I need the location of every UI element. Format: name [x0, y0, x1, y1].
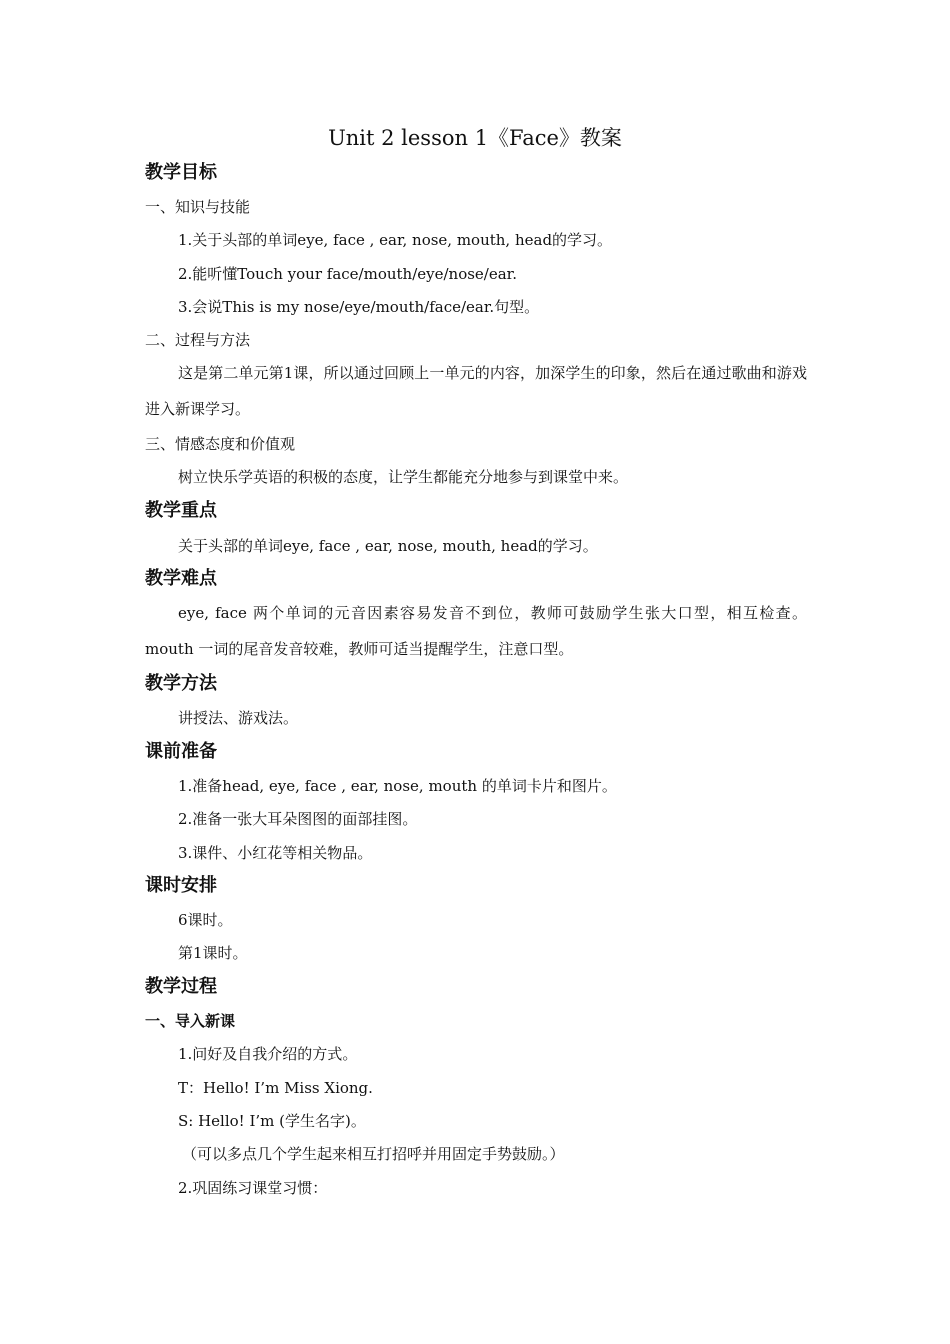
subheading-introduction: 一、导入新课 — [145, 1012, 236, 1030]
process-item-1: 1.问好及自我介绍的方式。 — [178, 1045, 358, 1063]
schedule-item-1: 6课时。 — [178, 911, 233, 929]
subheading-knowledge-skills: 一、知识与技能 — [145, 198, 251, 216]
paragraph-process-method: 这是第二单元第1课，所以通过回顾上一单元的内容，加深学生的印象，然后在通过歌曲和游戏进入新课学习。 — [145, 364, 807, 418]
key-points-text: 关于头部的单词eye, face , ear, nose, mouth, head的学习。 — [178, 537, 598, 555]
subheading-process-method: 二、过程与方法 — [145, 331, 251, 349]
subheading-attitude-values: 三、情感态度和价值观 — [145, 435, 296, 453]
preparation-item-3: 3.课件、小红花等相关物品。 — [178, 844, 373, 862]
process-item-5: 2.巩固练习课堂习惯： — [178, 1179, 328, 1197]
goal-item-3: 3.会说This is my nose/eye/mouth/face/ear.句型。 — [178, 298, 540, 316]
process-item-3: S: Hello! I’m (学生名字)。 — [178, 1112, 366, 1130]
preparation-item-1: 1.准备head, eye, face , ear, nose, mouth 的单词卡片和图片。 — [178, 777, 617, 795]
process-item-4: （可以多点几个学生起来相互打招呼并用固定手势鼓励。） — [182, 1145, 565, 1163]
heading-methods: 教学方法 — [145, 673, 217, 694]
heading-goals: 教学目标 — [145, 162, 217, 183]
schedule-item-2: 第1课时。 — [178, 944, 248, 962]
heading-process: 教学过程 — [145, 976, 217, 997]
goal-item-1: 1.关于头部的单词eye, face , ear, nose, mouth, head的学习。 — [178, 231, 613, 249]
document-title: Unit 2 lesson 1《Face》教案 — [328, 126, 622, 150]
heading-difficulties: 教学难点 — [145, 568, 217, 589]
preparation-item-2: 2.准备一张大耳朵图图的面部挂图。 — [178, 810, 418, 828]
heading-key-points: 教学重点 — [145, 500, 217, 521]
goal-item-2: 2.能听懂Touch your face/mouth/eye/nose/ear. — [178, 265, 517, 283]
methods-text: 讲授法、游戏法。 — [178, 709, 299, 727]
heading-preparation: 课前准备 — [145, 741, 217, 762]
paragraph-attitude-values: 树立快乐学英语的积极的态度，让学生都能充分地参与到课堂中来。 — [178, 468, 629, 486]
process-item-2: T：Hello! I’m Miss Xiong. — [178, 1079, 373, 1097]
difficulties-text: eye, face 两个单词的元音因素容易发音不到位，教师可鼓励学生张大口型，相互检查。mouth 一词的尾音发音较难，教师可适当提醒学生，注意口型。 — [145, 604, 807, 658]
heading-schedule: 课时安排 — [145, 875, 217, 896]
